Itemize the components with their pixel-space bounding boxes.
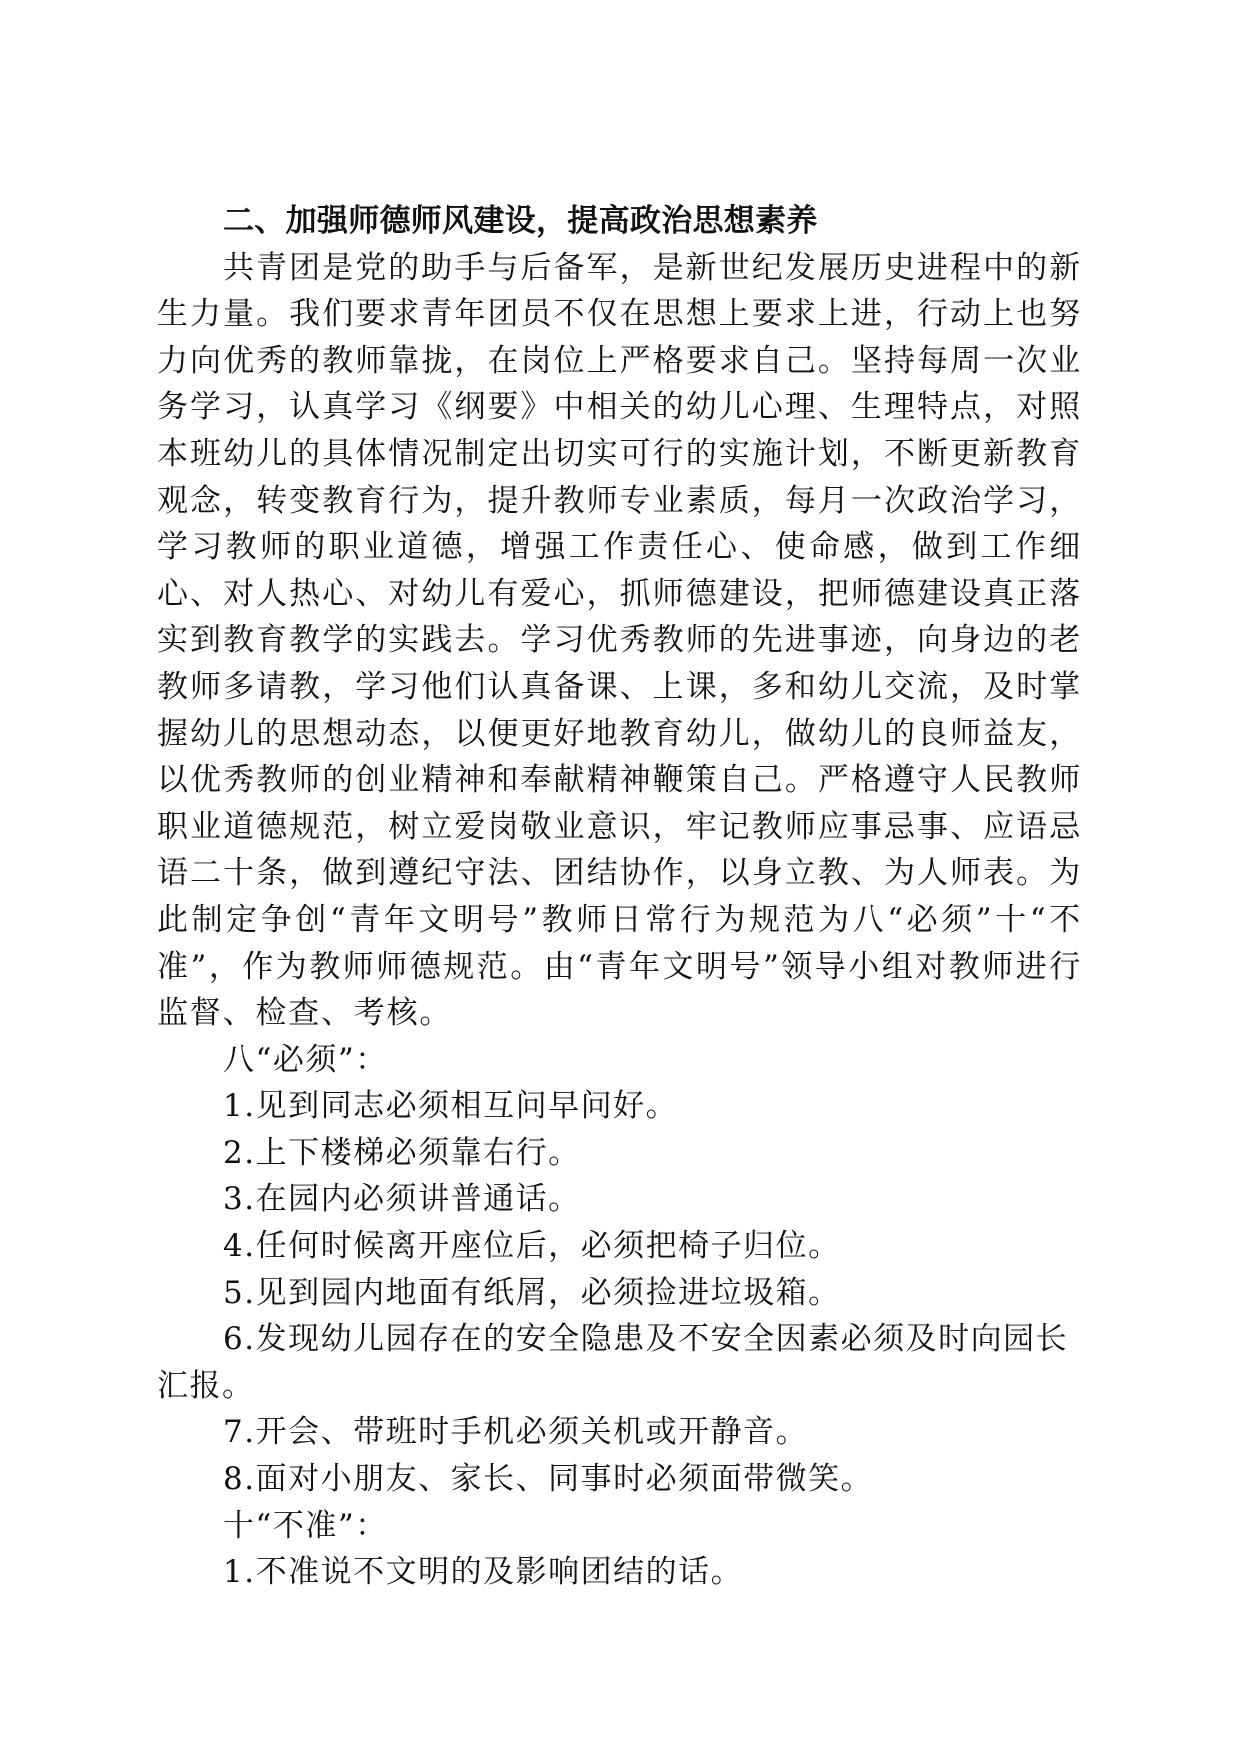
must-item: 6.发现幼儿园存在的安全隐患及不安全因素必须及时向园长汇报。 [157,1321,1069,1404]
body-paragraph: 共青团是党的助手与后备军，是新世纪发展历史进程中的新生力量。我们要求青年团员不仅在思想上要求上进，行动上也努力向优秀的教师靠拢，在岗位上严格要求自己。坚持每周一次业务学习，认真学习《纲要》中相关的幼儿心理、生理特点，对照本班幼儿的具体情况制定出切实可行的实施计划，不断更新教育观念，转变教育行为，提升教师专业素质，每月一次政治学习，学习教师的职业道德，增强工作责任心、使命感，做到工作细心、对人热心、对幼儿有爱心，抓师德建设，把师德建设真正落实到教育教学的实践去。学习优秀教师的先进事迹，向身边的老教师多请教，学习他们认真备课、上课，多和幼儿交流，及时掌握幼儿的思想动态，以便更好地教育幼儿，做幼儿的良师益友，以优秀教师的创业精神和奉献精神鞭策自己。严格遵守人民教师职业道德规范，树立爱岗敬业意识，牢记教师应事忌事、应语忌语二十条，做到遵纪守法、团结协作，以身立教、为人师表。为此制定争创“青年文明号”教师日常行为规范为八“必须”十“不准”，作为教师师德规范。由“青年文明号”领导小组对教师进行监督、检查、考核。 [157,249,1082,1032]
must-item: 1.见到同志必须相互问早问好。 [223,1088,679,1125]
section-heading: 二、加强师德师风建设，提高政治思想素养 [223,203,818,239]
document-body [157,198,1082,1596]
must-list-heading: 八“必须”： [223,1041,388,1078]
must-item: 2.上下楼梯必须靠右行。 [223,1134,581,1171]
must-item: 5.见到园内地面有纸屑，必须捡进垃圾箱。 [223,1274,841,1311]
must-item: 3.在园内必须讲普通话。 [223,1181,581,1218]
forbid-list-heading: 十“不准”： [223,1507,388,1544]
forbid-item: 1.不准说不文明的及影响团结的话。 [223,1554,744,1591]
must-item: 7.开会、带班时手机必须关机或开静音。 [223,1414,809,1451]
must-item: 4.任何时候离开座位后，必须把椅子归位。 [223,1228,841,1265]
must-item: 8.面对小朋友、家长、同事时必须面带微笑。 [223,1461,874,1498]
